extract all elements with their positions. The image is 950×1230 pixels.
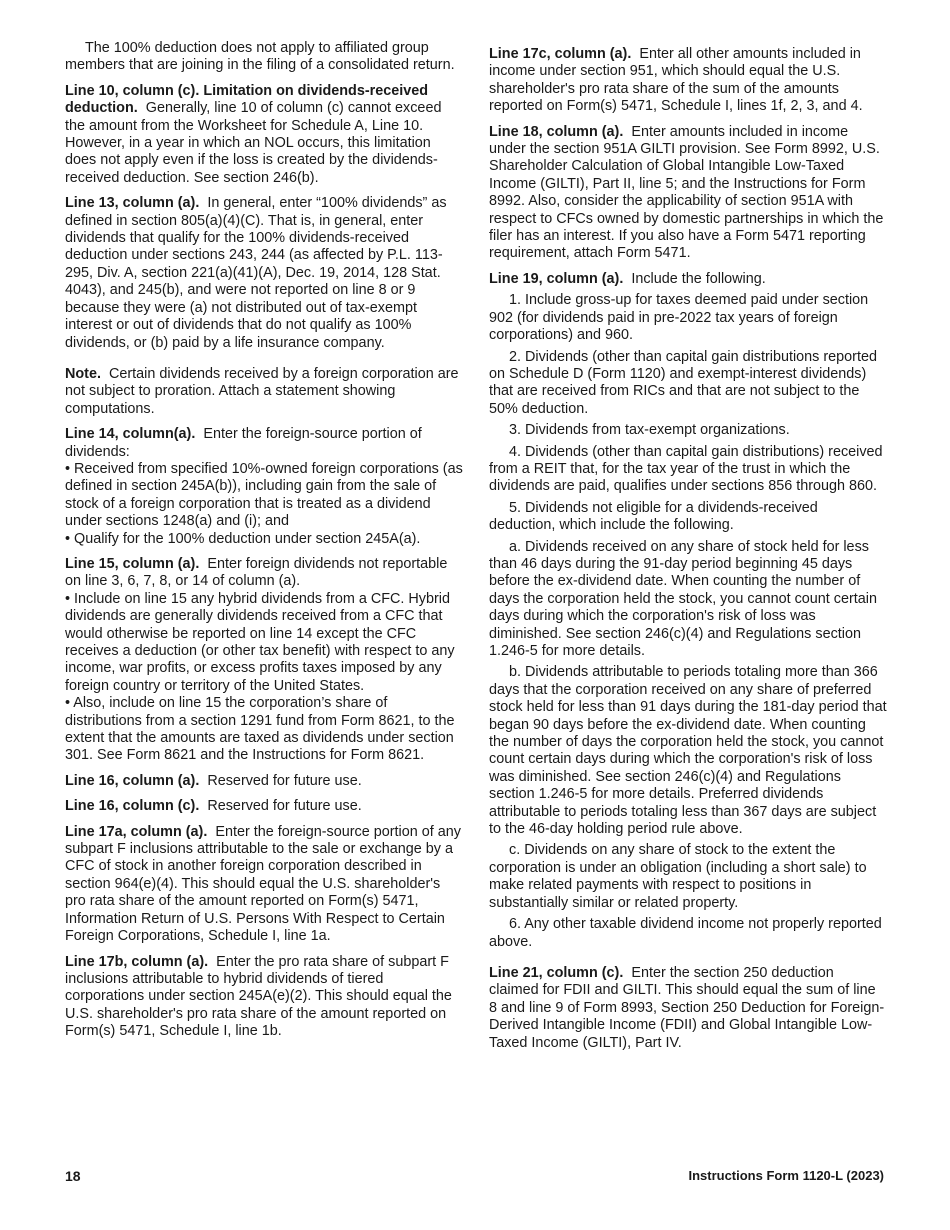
body-line-14: Enter the foreign-source portion of dividends: xyxy=(65,426,422,460)
body-line-13: In general, enter “100% dividends” as defined in section 805(a)(4)(C). That is, in general, enter dividends that qualify for the 100% dividends-received deduction under sections 243, 244 (as affected by P.L. 113-295, Div. A, section 221(a)(41)(A), Dec. 19, 2014, 128 Stat. 4043), and 245(b), and were not reported on line 8 or 9 because they were (a) not distributed out of tax-exempt interest or out of dividends that do not qualify as 100% dividends, or (b) paid by a life insurance company. xyxy=(65,195,447,351)
heading-line-19: Line 19, column (a). xyxy=(489,270,624,287)
heading-line-13: Line 13, column (a). xyxy=(65,195,200,212)
heading-line-18: Line 18, column (a). xyxy=(489,123,624,140)
heading-note: Note. xyxy=(65,365,101,382)
list-item-19-5: 5. Dividends not eligible for a dividends-received deduction, which include the following. xyxy=(489,499,818,534)
body-line-15: Enter foreign dividends not reportable on line 3, 6, 7, 8, or 14 of column (a). xyxy=(65,555,448,590)
body-line-19: Include the following. xyxy=(631,270,766,287)
heading-line-15: Line 15, column (a). xyxy=(65,555,200,572)
body-line-16a: Reserved for future use. xyxy=(207,772,362,789)
section-line-17b xyxy=(65,954,463,1041)
body-line-21: Enter the section 250 deduction claimed for FDII and GILTI. This should equal the sum of line 8 and line 9 of Form 8993, Section 250 Deduction for Foreign-Derived Intangible Income (FDII) and Global Intangible Low-Taxed Income (GILTI), Part IV. xyxy=(489,964,885,1051)
section-line-16c xyxy=(65,798,463,815)
list-item-19-6: 6. Any other taxable dividend income not properly reported above. xyxy=(489,916,882,950)
heading-line-10: Line 10, column (c). Limitation on dividends-received deduction. xyxy=(65,82,429,117)
section-line-17a xyxy=(65,824,463,946)
left-column xyxy=(65,40,463,1049)
list-item-19-5a: a. Dividends received on any share of stock held for less than 46 days during the 91-day period beginning 45 days before the ex-dividend date. When counting the number of days the corporation held the stock, you cannot count certain days during which the corporation's risk of loss was diminished. See section 246(c)(4) and Regulations section 1.246-5 for more details. xyxy=(489,538,877,659)
page-number: 18 xyxy=(65,1168,81,1184)
heading-line-16c: Line 16, column (c). xyxy=(65,798,200,815)
section-line-16a xyxy=(65,773,463,790)
heading-line-16a: Line 16, column (a). xyxy=(65,772,200,789)
body-line-17c: Enter all other amounts included in income under section 951, which should equal the U.S. shareholder's pro rata share of the sum of the amounts reported on Form(s) 5471, Schedule I, lines 1f, 2, 3, and 4. xyxy=(489,46,863,115)
section-line-17c xyxy=(489,46,887,116)
body-line-18: Enter amounts included in income under the section 951A GILTI provision. See Form 8992, U.S. Shareholder Calculation of Global Intangible Low-Taxed Income (GILTI), Part II, line 5; and the Instructions for Form 8992. Also, consider the applicability of section 951A with respect to CFCs owned by domestic partnerships in which the filer has an interest. If you also have a Form 5471 reporting requirement, attach Form 5471. xyxy=(489,123,884,262)
body-line-10: Generally, line 10 of column (c) cannot exceed the amount from the Worksheet for Schedule A, Line 10. However, in a year in which an NOL occurs, this limitation does not apply even if the loss is created by the dividends-received deduction. See section 246(b). xyxy=(65,100,442,186)
bullet-line-14-1: • Received from specified 10%-owned foreign corporations (as defined in section 245A(b)), including gain from the sale of stock of a foreign corporation that is treated as a dividend under sections 1248(a) and (i); and xyxy=(65,460,463,530)
heading-line-17a: Line 17a, column (a). xyxy=(65,823,208,840)
heading-line-17c: Line 17c, column (a). xyxy=(489,46,632,62)
bullet-line-14-2: • Qualify for the 100% deduction under section 245A(a). xyxy=(65,530,421,547)
section-line-21 xyxy=(489,965,887,1052)
heading-line-21: Line 21, column (c). xyxy=(489,964,624,981)
list-item-19-3: 3. Dividends from tax-exempt organizations. xyxy=(509,422,790,439)
section-line-19 xyxy=(489,271,887,288)
paragraph-affiliated-group: The 100% deduction does not apply to affiliated group members that are joining in the filing of a consolidated return. xyxy=(65,40,455,74)
bullet-line-15-1: • Include on line 15 any hybrid dividends from a CFC. Hybrid dividends are generally dividends received from a CFC that would otherwise be reported on line 14 except the CFC receives a deduction (or other tax benefit) with respect to any income, war profits, or excess profits taxes imposed by any foreign country or territory of the United States. xyxy=(65,590,455,694)
list-item-19-1: 1. Include gross-up for taxes deemed paid under section 902 (for dividends paid in pre-2022 tax years of foreign corporations) and 960. xyxy=(489,292,869,344)
section-line-13 xyxy=(65,195,463,352)
list-item-19-4: 4. Dividends (other than capital gain distributions) received from a REIT that, for the tax year of the trust in which the dividends are paid, qualifies under sections 856 through 860. xyxy=(489,443,883,495)
heading-line-17b: Line 17b, column (a). xyxy=(65,953,209,970)
list-item-19-5c: c. Dividends on any share of stock to the extent the corporation is under an obligation (including a short sale) to make related payments with respect to positions in substantially similar or related property. xyxy=(489,842,867,911)
list-item-19-5b: b. Dividends attributable to periods totaling more than 366 days that the corporation received on any share of preferred stock held for less than 91 days during the 181-day period that began 90 days before the ex-dividend date. When counting the number of days the corporation held the stock, you cannot count certain days during which the corporation's risk of loss was diminished. See section 246(c)(4) and Regulations section 1.246-5 for more details. Preferred dividends attributable to periods totaling less than 367 days are subject to the 46-day holding period rule above. xyxy=(489,664,887,838)
heading-line-14: Line 14, column(a). xyxy=(65,426,196,443)
section-line-18 xyxy=(489,124,887,263)
section-note xyxy=(65,366,463,418)
section-line-14 xyxy=(65,426,463,461)
body-line-16c: Reserved for future use. xyxy=(207,798,362,815)
body-line-17a: Enter the foreign-source portion of any subpart F inclusions attributable to the sale or exchange by a CFC of stock in another foreign corporation described in section 964(e)(4). This should equal the U.S. shareholder's pro rata share of the amount reported on Form(s) 5471, Information Return of U.S. Persons With Respect to Certain Foreign Corporations, Schedule I, line 1a. xyxy=(65,823,461,945)
footer-form-title: Instructions Form 1120-L (2023) xyxy=(688,1168,884,1183)
list-item-19-2: 2. Dividends (other than capital gain distributions reported on Schedule D (Form 1120) and exempt-interest dividends) that are received from RICs and that are not subject to the 50% deduction. xyxy=(489,348,877,417)
right-column xyxy=(489,46,887,1060)
bullet-line-15-2: • Also, include on line 15 the corporation’s share of distributions from a section 1291 fund from Form 8621, to the extent that the amounts are taxed as dividends under section 301. See Form 8621 and the Instructions for Form 8621. xyxy=(65,695,455,764)
section-line-10 xyxy=(65,83,463,187)
body-line-17b: Enter the pro rata share of subpart F inclusions attributable to hybrid dividends of tiered corporations under section 245A(e)(2). This should equal the U.S. shareholder's pro rata share of the amount reported on Form(s) 5471, Schedule I, line 1b. xyxy=(65,953,452,1040)
section-line-15 xyxy=(65,556,463,591)
body-note: Certain dividends received by a foreign corporation are not subject to proration. Attach a statement showing computations. xyxy=(65,365,459,417)
